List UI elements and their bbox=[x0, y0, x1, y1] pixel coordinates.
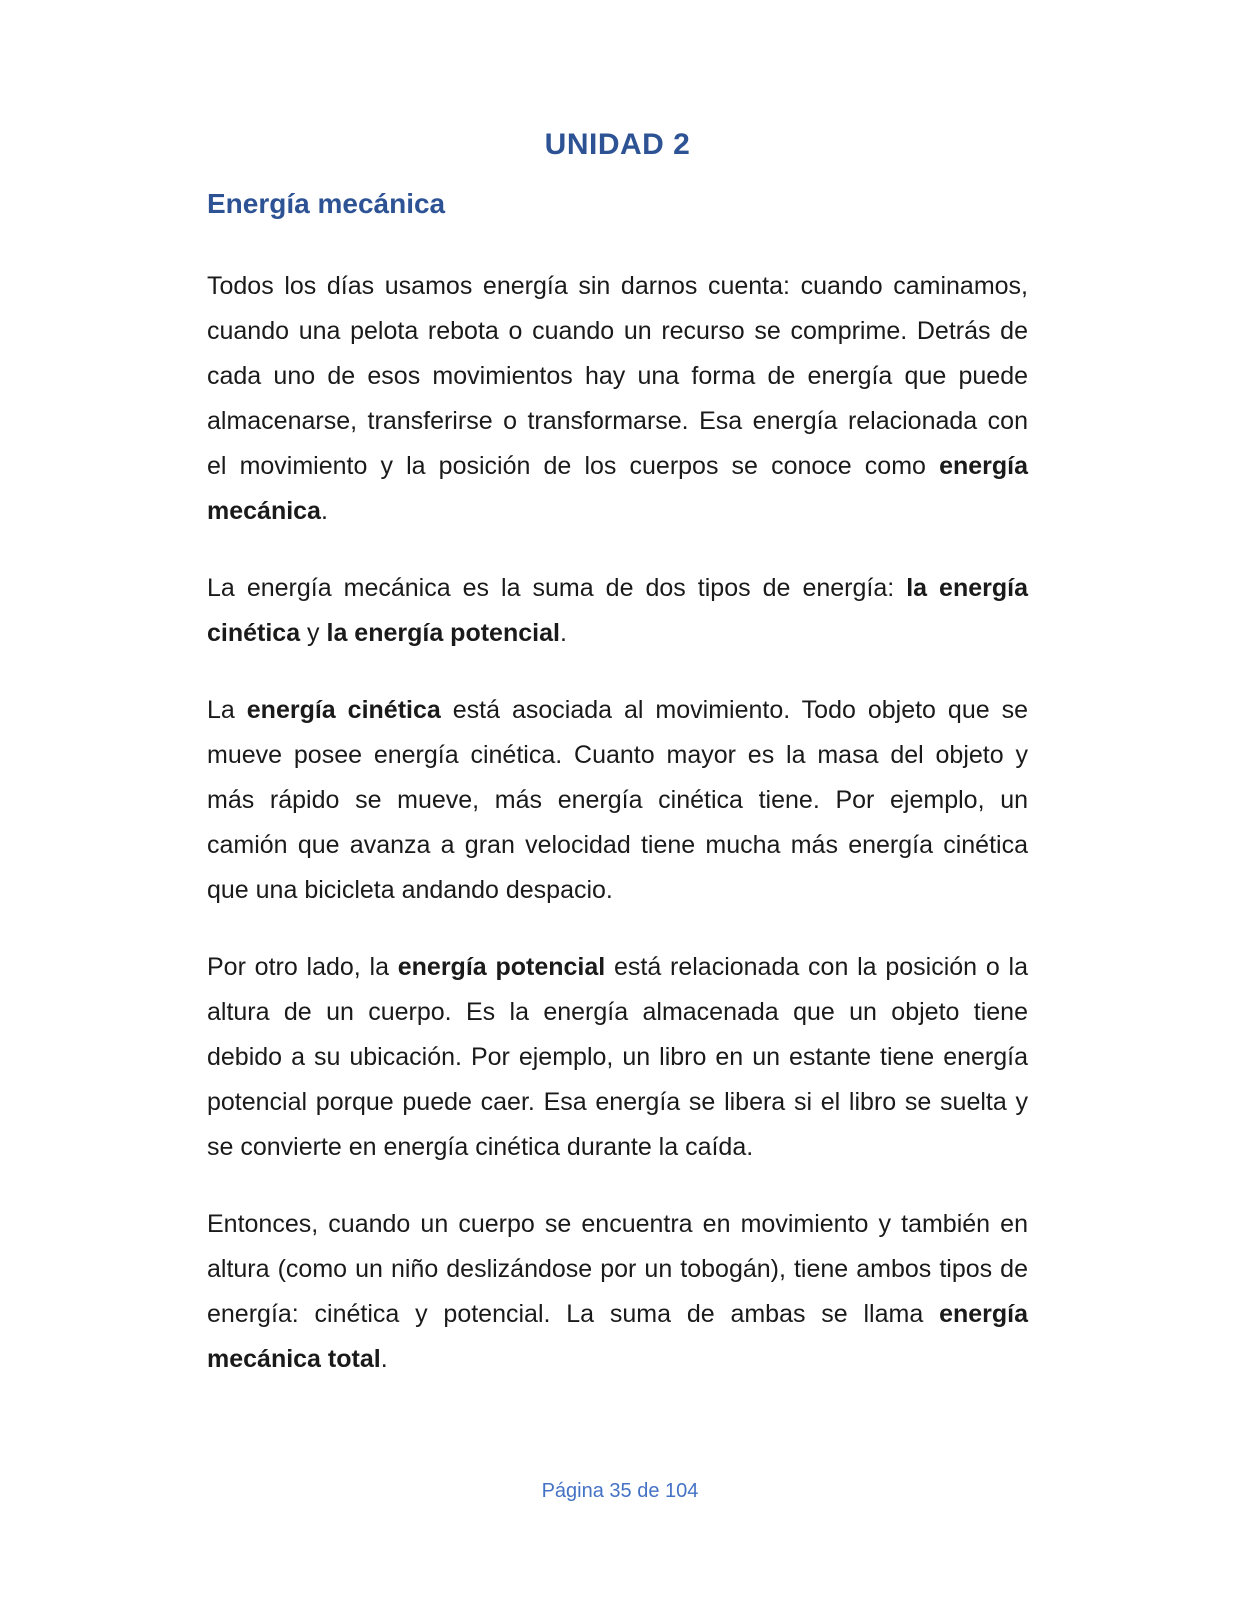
page-footer bbox=[0, 1480, 1240, 1503]
body-text bbox=[207, 264, 1028, 1382]
page-number-label: Página 35 de 104 bbox=[541, 1480, 699, 1502]
paragraph-energia-potencial: Por otro lado, la energía potencial está relacionada con la posición o la altura de un cuerpo. Es la energía almacenada que un objeto tiene debido a su ubicación. Por ejemplo, un libro en un estante tiene energía potencial porque puede caer. Esa energía se libera si el libro se suelta y se convierte en energía cinética durante la caída. bbox=[207, 953, 1028, 1161]
paragraph-energia-mecanica-total: Entonces, cuando un cuerpo se encuentra en movimiento y también en altura (como un niño deslizándose por un tobogán), tiene ambos tipos de energía: cinética y potencial. La suma de ambas se llama energía mecánica total. bbox=[207, 1210, 1028, 1373]
unit-title: UNIDAD 2 bbox=[544, 128, 691, 161]
section-heading: Energía mecánica bbox=[207, 188, 446, 219]
paragraph-intro: Todos los días usamos energía sin darnos cuenta: cuando caminamos, cuando una pelota rebota o cuando un recurso se comprime. Detrás de cada uno de esos movimientos hay una forma de energía que puede almacenarse, transferirse o transformarse. Esa energía relacionada con el movimiento y la posición de los cuerpos se conoce como energía mecánica. bbox=[207, 272, 1028, 525]
paragraph-energia-cinetica: La energía cinética está asociada al movimiento. Todo objeto que se mueve posee energía cinética. Cuanto mayor es la masa del objeto y más rápido se mueve, más energía cinética tiene. Por ejemplo, un camión que avanza a gran velocidad tiene mucha más energía cinética que una bicicleta andando despacio. bbox=[207, 696, 1029, 904]
paragraph-suma-energias: La energía mecánica es la suma de dos tipos de energía: la energía cinética y la energía potencial. bbox=[207, 574, 1028, 647]
